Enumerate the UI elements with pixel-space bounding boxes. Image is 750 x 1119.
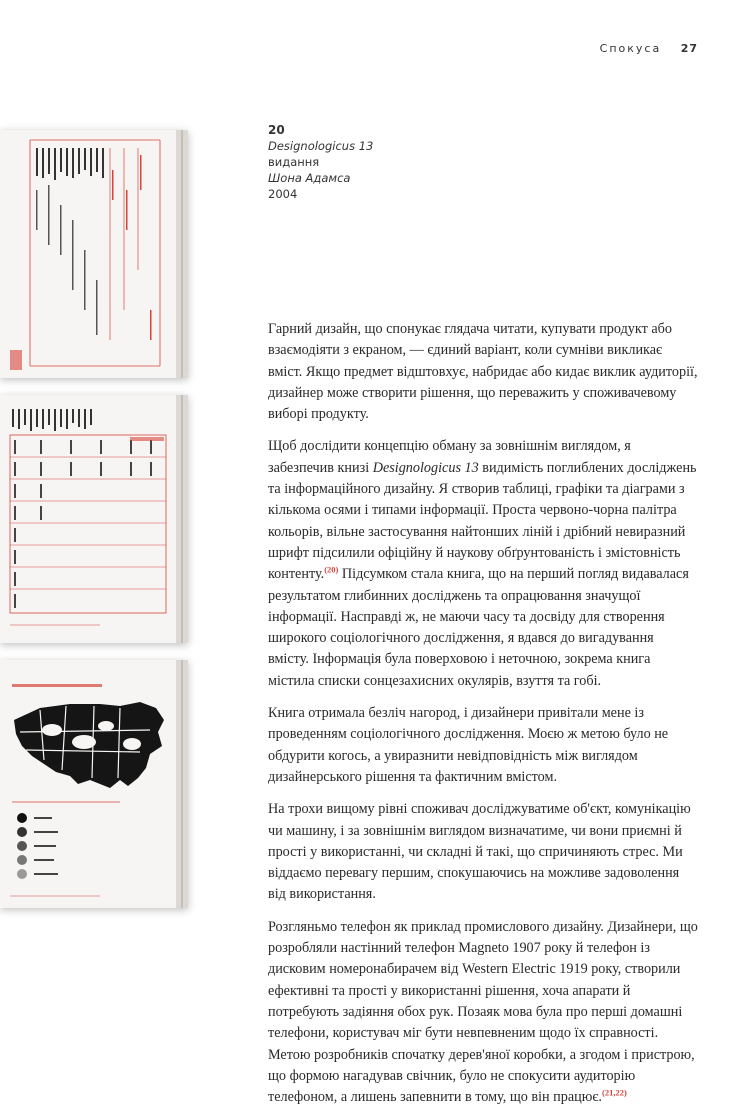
book-table-illustration [0, 395, 188, 643]
paragraph-4: На трохи вищому рівні споживач досліджуватиме об'єкт, комунікацію чи машину, і за зовнішнім виглядом визначатиме, чи вони приємні й прості у використанні, чи складні й такі, що спричиняють стрес. Ми віддаємо перевагу першим, спокушаючись на можливе задоволення від використання. [268, 801, 691, 903]
section-title: Спокуса [599, 42, 662, 55]
running-head [600, 42, 698, 55]
us-map-icon [0, 660, 188, 908]
caption-title: Designologicus 13 [268, 139, 374, 153]
book-title: Designologicus 13 [372, 459, 479, 476]
caption-author: Шона Адамса [268, 171, 351, 185]
paragraph-3: Книга отримала безліч нагород, і дизайнери привітали мене із проведенням соціологічного дослідження. Моєю ж метою було не обдурити когось, а увиразнити невідповідність між виглядом дизайнерського рішення та фактичним вмістом. [268, 705, 669, 785]
book-image-table-spread [0, 395, 188, 643]
body-text [268, 319, 698, 1119]
caption-number: 20 [268, 123, 285, 137]
book-image-map-spread [0, 660, 188, 908]
book-image-list-spread [0, 130, 188, 378]
book-list-illustration [0, 130, 188, 378]
paragraph-2: Щоб дослідити концепцію обману за зовнішнім виглядом, я забезпечив книзі Designologicus 13 видимість поглиблених досліджень та інформаційного дизайну. Я створив таблиці, графіки та діаграми з кількома осями і типами інформації. Проста червоно-чорна палітра кольорів, вільне застосування найтонших ліній і дрібний невиразний шрифт підсилили офіційну й наукову обґрунтованість і змістовність контенту.$^{(20)}$ Підсумком стала книга, що на перший погляд видавалася результатом глибинних досліджень та опрацювання значущої інформації. Насправді ж, не маючи часу та досвіду для створення широкого соціологічного дослідження, я вдався до вигадування вмісту. Інформація була поверховою і неточною, зокрема книга містила списки сонцезахисних окулярів, взуття та гобі. [268, 438, 697, 689]
caption-line2: видання [268, 155, 320, 169]
footnote-ref-20[interactable]: (20) [324, 564, 339, 575]
page-number: 27 [680, 42, 698, 55]
paragraph-1: Гарний дизайн, що спонукає глядача читати, купувати продукт або взаємодіяти з екраном, — єдиний варіант, коли сумніви викликає вміст. Якщо предмет відштовхує, набридає або кидає виклик аудиторії, дизайнер може створити рішення, що переважить у споживачевому виборі продукту. [268, 321, 698, 423]
caption-year: 2004 [268, 187, 298, 201]
paragraph-5: Розгляньмо телефон як приклад промислового дизайну. Дизайнери, що розробляли настінний телефон Magneto 1907 року й телефон із дисковим номеронабирачем від Western Electric 1919 року, створили ефективні та прості у використанні рішення, хоча апарати й потребують задіяння обох рук. Позаяк мова була про перші домашні телефони, користувач міг бути невпевненим щодо їх справності. Метою розробників спочатку дерев'яної коробки, а згодом і пристрою, що формою нагадував свічник, було не спокусити аудиторію телефоном, а лишень запевнити в тому, що він працює.$^{(21,22)}$ [268, 918, 698, 1106]
footnote-ref-21-22[interactable]: (21,22) [601, 1087, 627, 1098]
figure-caption [268, 122, 373, 202]
